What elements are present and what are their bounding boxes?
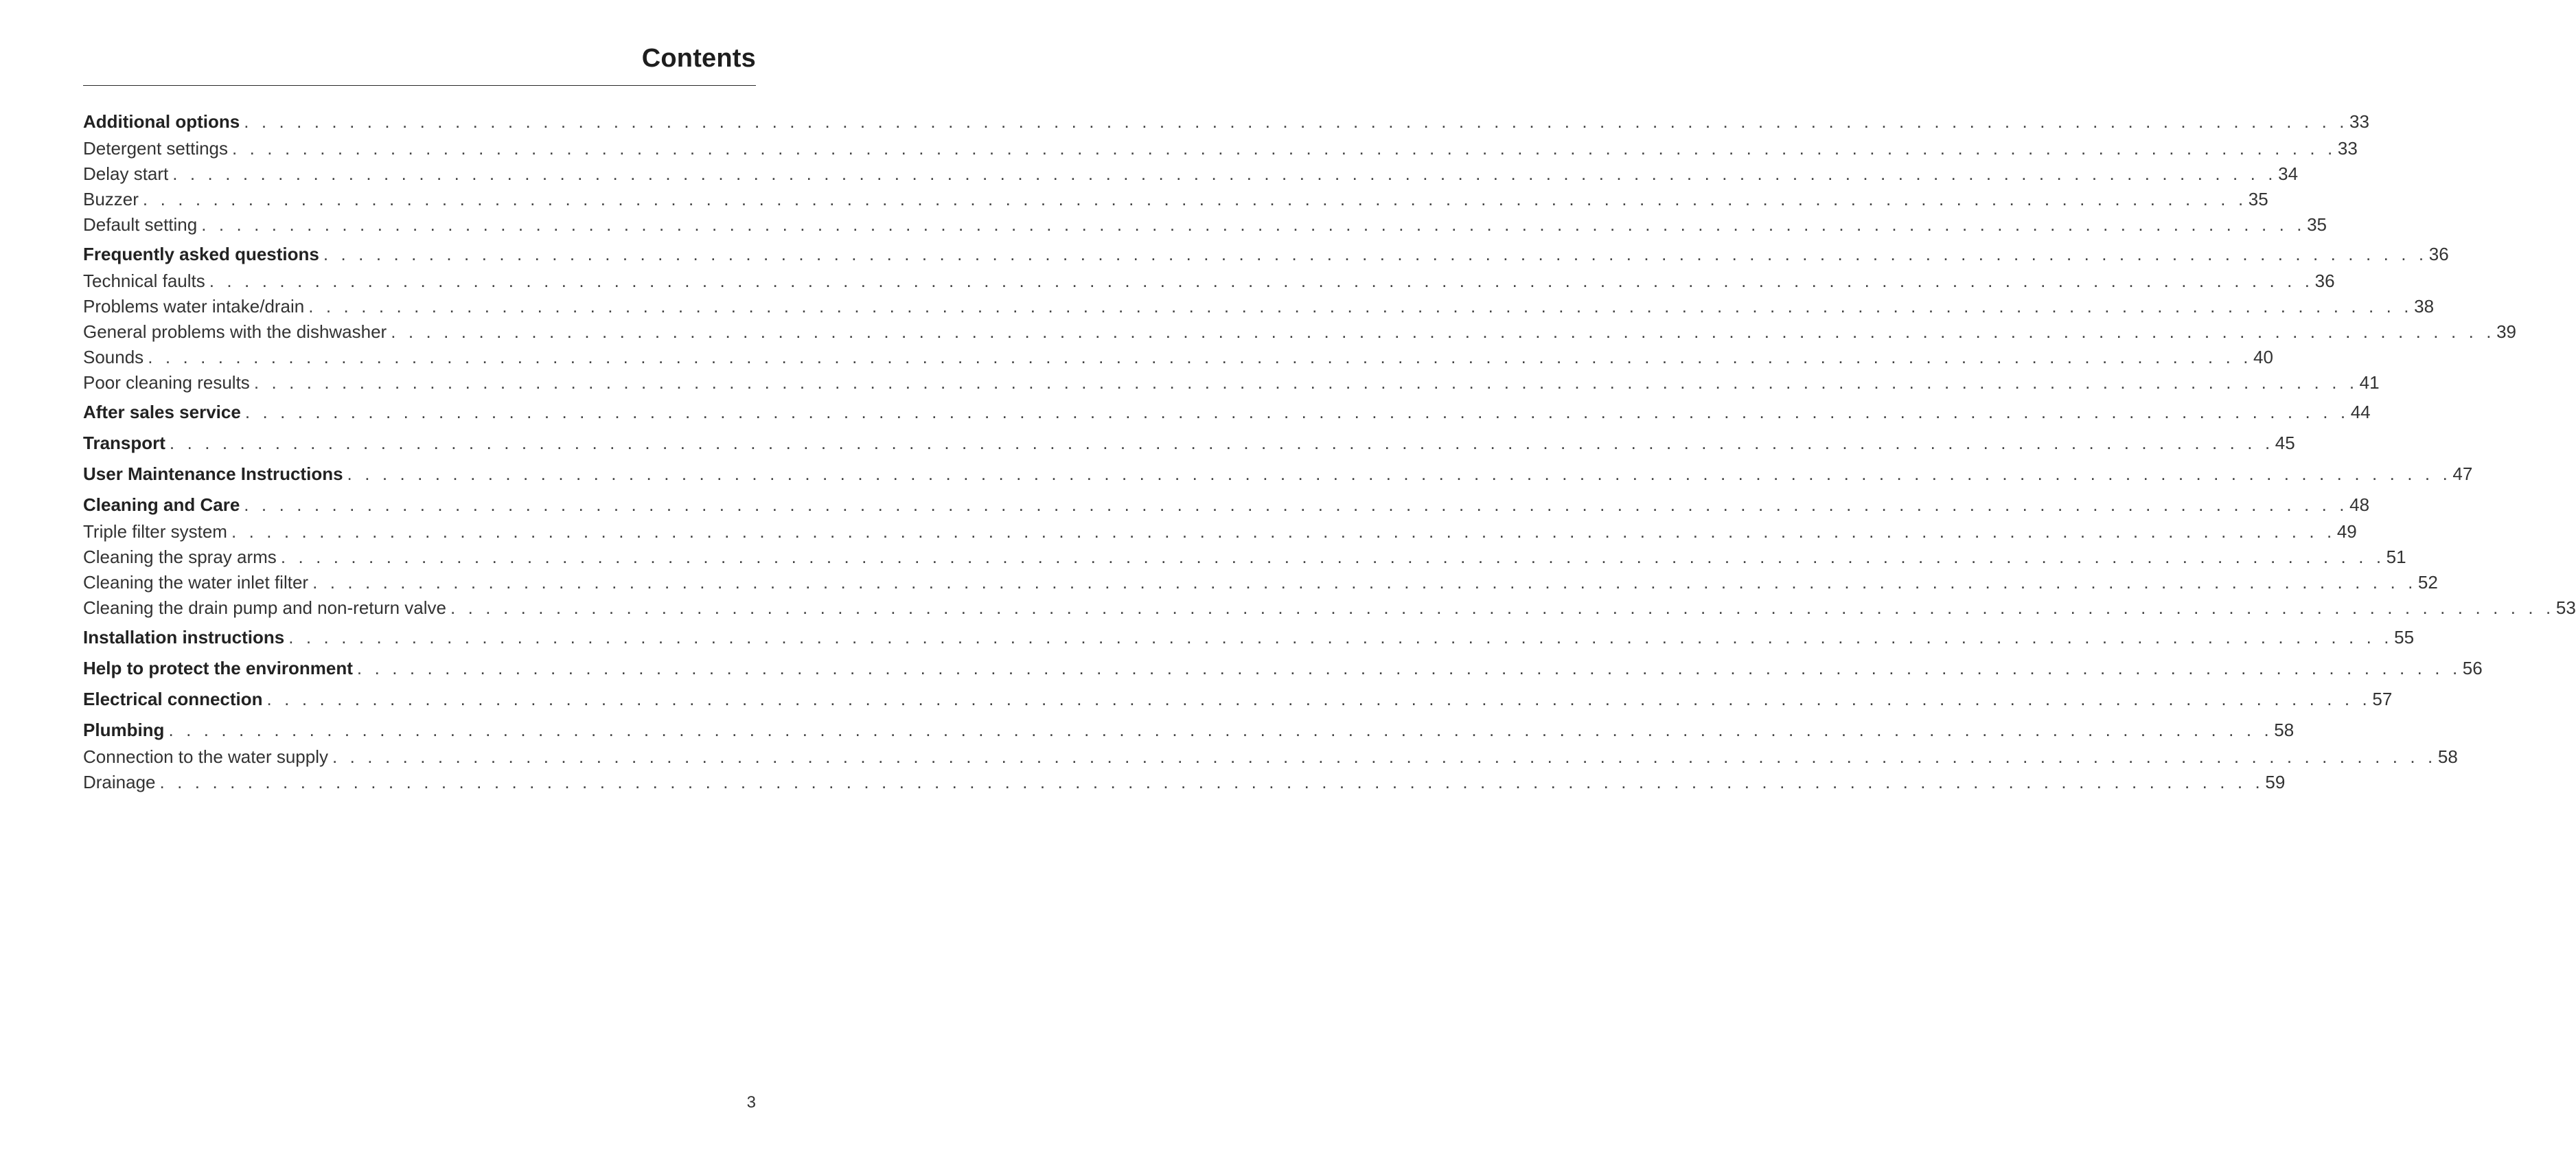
toc-entry-title: Connection to the water supply bbox=[83, 746, 328, 767]
toc-entry-title: Additional options bbox=[83, 111, 240, 132]
toc-entry-title: Detergent settings bbox=[83, 138, 229, 159]
toc-entry-page: 45 bbox=[2275, 433, 2295, 453]
toc-section-entry bbox=[83, 683, 2393, 713]
dot-leader: . . . . . . . . . . . . . . . . . . . . . . . . . . . . . . . . . . . . . . . . . . . . . . . . . . . . . . . . . . . . . . . . . . . . . . . . . . . . . . . . . . . . . . . . . . . . . . . . . . . . . . . . . . . . . . . . . . . . . . . . bbox=[244, 402, 2349, 422]
dot-leader: . . . . . . . . . . . . . . . . . . . . . . . . . . . . . . . . . . . . . . . . . . . . . . . . . . . . . . . . . . . . . . . . . . . . . . . . . . . . . . . . . . . . . . . . . . . . . . . . . . . . . . . . . . . . . . . . . . . . . . . . bbox=[288, 627, 2393, 648]
page-header bbox=[83, 40, 756, 86]
dot-leader: . . . . . . . . . . . . . . . . . . . . . . . . . . . . . . . . . . . . . . . . . . . . . . . . . . . . . . . . . . . . . . . . . . . . . . . . . . . . . . . . . . . . . . . . . . . . . . . . . . . . . . . . . . . . . . . . . . . . . . . . bbox=[253, 372, 2358, 393]
toc-entry-title: User Maintenance Instructions bbox=[83, 463, 343, 484]
dot-leader: . . . . . . . . . . . . . . . . . . . . . . . . . . . . . . . . . . . . . . . . . . . . . . . . . . . . . . . . . . . . . . . . . . . . . . . . . . . . . . . . . . . . . . . . . . . . . . . . . . . . . . . . . . . . . . . . . . . . . . . . bbox=[201, 214, 2306, 235]
toc-entry-page: 52 bbox=[2417, 572, 2438, 593]
toc-entry-page: 56 bbox=[2462, 658, 2483, 678]
toc-section-entry bbox=[83, 457, 2473, 488]
table-of-contents bbox=[83, 108, 2576, 795]
dot-leader: . . . . . . . . . . . . . . . . . . . . . . . . . . . . . . . . . . . . . . . . . . . . . . . . . . . . . . . . . . . . . . . . . . . . . . . . . . . . . . . . . . . . . . . . . . . . . . . . . . . . . . . . . . . . . . . . . . . . . . . . bbox=[450, 597, 2555, 618]
toc-entry-title: Cleaning the drain pump and non-return valve bbox=[83, 597, 447, 618]
toc-entry-page: 36 bbox=[2428, 244, 2449, 264]
toc-subsection-entry bbox=[83, 770, 2286, 795]
dot-leader: . . . . . . . . . . . . . . . . . . . . . . . . . . . . . . . . . . . . . . . . . . . . . . . . . . . . . . . . . . . . . . . . . . . . . . . . . . . . . . . . . . . . . . . . . . . . . . . . . . . . . . . . . . . . . . . . . . . . . . . . bbox=[308, 296, 2413, 317]
toc-entry-page: 40 bbox=[2253, 347, 2273, 367]
toc-entry-page: 44 bbox=[2350, 402, 2371, 422]
toc-entry-page: 47 bbox=[2452, 463, 2473, 484]
toc-entry-page: 35 bbox=[2307, 214, 2327, 235]
toc-entry-title: Drainage bbox=[83, 772, 156, 792]
toc-entry-title: Triple filter system bbox=[83, 521, 227, 542]
dot-leader: . . . . . . . . . . . . . . . . . . . . . . . . . . . . . . . . . . . . . . . . . . . . . . . . . . . . . . . . . . . . . . . . . . . . . . . . . . . . . . . . . . . . . . . . . . . . . . . . . . . . . . . . . . . . . . . . . . . . . . . . bbox=[209, 271, 2314, 291]
toc-section-entry bbox=[83, 238, 2449, 268]
toc-subsection-entry bbox=[83, 519, 2357, 545]
toc-entry-title: Cleaning the spray arms bbox=[83, 547, 277, 567]
toc-entry-page: 55 bbox=[2394, 627, 2415, 648]
toc-entry-page: 49 bbox=[2336, 521, 2357, 542]
dot-leader: . . . . . . . . . . . . . . . . . . . . . . . . . . . . . . . . . . . . . . . . . . . . . . . . . . . . . . . . . . . . . . . . . . . . . . . . . . . . . . . . . . . . . . . . . . . . . . . . . . . . . . . . . . . . . . . . . . . . . . . . bbox=[172, 163, 2277, 184]
toc-entry-page: 33 bbox=[2349, 111, 2369, 132]
toc-subsection-entry bbox=[83, 212, 2327, 238]
page-number: 3 bbox=[746, 1093, 756, 1112]
toc-section-entry bbox=[83, 621, 2415, 652]
toc-entry-page: 48 bbox=[2349, 494, 2370, 515]
page-title: Contents bbox=[641, 44, 756, 73]
toc-entry-title: Help to protect the environment bbox=[83, 658, 353, 678]
toc-entry-title: Poor cleaning results bbox=[83, 372, 250, 393]
toc-section-entry bbox=[83, 713, 2295, 744]
toc-entry-title: Transport bbox=[83, 433, 165, 453]
toc-entry-title: Cleaning and Care bbox=[83, 494, 240, 515]
toc-entry-page: 58 bbox=[2274, 720, 2295, 740]
toc-subsection-entry bbox=[83, 319, 2516, 345]
toc-section-entry bbox=[83, 108, 2369, 136]
toc-entry-title: Delay start bbox=[83, 163, 169, 184]
toc-entry-title: Frequently asked questions bbox=[83, 244, 319, 264]
toc-subsection-entry bbox=[83, 570, 2438, 595]
toc-entry-page: 39 bbox=[2496, 321, 2516, 342]
toc-entry-page: 35 bbox=[2248, 189, 2268, 209]
dot-leader: . . . . . . . . . . . . . . . . . . . . . . . . . . . . . . . . . . . . . . . . . . . . . . . . . . . . . . . . . . . . . . . . . . . . . . . . . . . . . . . . . . . . . . . . . . . . . . . . . . . . . . . . . . . . . . . . . . . . . . . . bbox=[332, 746, 2437, 767]
toc-section-entry bbox=[83, 426, 2295, 457]
toc-entry-page: 38 bbox=[2414, 296, 2435, 317]
dot-leader: . . . . . . . . . . . . . . . . . . . . . . . . . . . . . . . . . . . . . . . . . . . . . . . . . . . . . . . . . . . . . . . . . . . . . . . . . . . . . . . . . . . . . . . . . . . . . . . . . . . . . . . . . . . . . . . . . . . . . . . . bbox=[169, 433, 2274, 453]
toc-entry-page: 51 bbox=[2386, 547, 2406, 567]
toc-entry-page: 34 bbox=[2278, 163, 2299, 184]
toc-entry-title: General problems with the dishwasher bbox=[83, 321, 387, 342]
dot-leader: . . . . . . . . . . . . . . . . . . . . . . . . . . . . . . . . . . . . . . . . . . . . . . . . . . . . . . . . . . . . . . . . . . . . . . . . . . . . . . . . . . . . . . . . . . . . . . . . . . . . . . . . . . . . . . . . . . . . . . . . bbox=[323, 244, 2428, 264]
toc-subsection-entry bbox=[83, 595, 2576, 621]
dot-leader: . . . . . . . . . . . . . . . . . . . . . . . . . . . . . . . . . . . . . . . . . . . . . . . . . . . . . . . . . . . . . . . . . . . . . . . . . . . . . . . . . . . . . . . . . . . . . . . . . . . . . . . . . . . . . . . . . . . . . . . . bbox=[244, 111, 2349, 132]
dot-leader: . . . . . . . . . . . . . . . . . . . . . . . . . . . . . . . . . . . . . . . . . . . . . . . . . . . . . . . . . . . . . . . . . . . . . . . . . . . . . . . . . . . . . . . . . . . . . . . . . . . . . . . . . . . . . . . . . . . . . . . . bbox=[244, 494, 2349, 515]
toc-subsection-entry bbox=[83, 268, 2335, 294]
dot-leader: . . . . . . . . . . . . . . . . . . . . . . . . . . . . . . . . . . . . . . . . . . . . . . . . . . . . . . . . . . . . . . . . . . . . . . . . . . . . . . . . . . . . . . . . . . . . . . . . . . . . . . . . . . . . . . . . . . . . . . . . bbox=[232, 138, 2336, 159]
toc-entry-page: 36 bbox=[2314, 271, 2335, 291]
toc-section-entry bbox=[83, 488, 2370, 519]
toc-entry-page: 53 bbox=[2555, 597, 2576, 618]
toc-entry-title: Sounds bbox=[83, 347, 144, 367]
dot-leader: . . . . . . . . . . . . . . . . . . . . . . . . . . . . . . . . . . . . . . . . . . . . . . . . . . . . . . . . . . . . . . . . . . . . . . . . . . . . . . . . . . . . . . . . . . . . . . . . . . . . . . . . . . . . . . . . . . . . . . . . bbox=[347, 463, 2452, 484]
dot-leader: . . . . . . . . . . . . . . . . . . . . . . . . . . . . . . . . . . . . . . . . . . . . . . . . . . . . . . . . . . . . . . . . . . . . . . . . . . . . . . . . . . . . . . . . . . . . . . . . . . . . . . . . . . . . . . . . . . . . . . . . bbox=[142, 189, 2247, 209]
toc-entry-page: 33 bbox=[2337, 138, 2358, 159]
toc-entry-page: 57 bbox=[2372, 689, 2393, 709]
toc-subsection-entry bbox=[83, 345, 2273, 370]
toc-subsection-entry bbox=[83, 294, 2435, 319]
toc-subsection-entry bbox=[83, 744, 2458, 770]
toc-entry-title: Default setting bbox=[83, 214, 198, 235]
dot-leader: . . . . . . . . . . . . . . . . . . . . . . . . . . . . . . . . . . . . . . . . . . . . . . . . . . . . . . . . . . . . . . . . . . . . . . . . . . . . . . . . . . . . . . . . . . . . . . . . . . . . . . . . . . . . . . . . . . . . . . . . bbox=[391, 321, 2496, 342]
dot-leader: . . . . . . . . . . . . . . . . . . . . . . . . . . . . . . . . . . . . . . . . . . . . . . . . . . . . . . . . . . . . . . . . . . . . . . . . . . . . . . . . . . . . . . . . . . . . . . . . . . . . . . . . . . . . . . . . . . . . . . . . bbox=[148, 347, 2253, 367]
toc-entry-title: Electrical connection bbox=[83, 689, 263, 709]
toc-entry-title: Plumbing bbox=[83, 720, 165, 740]
toc-section-entry bbox=[83, 396, 2371, 426]
toc-entry-title: Technical faults bbox=[83, 271, 205, 291]
toc-entry-page: 58 bbox=[2437, 746, 2458, 767]
toc-entry-page: 59 bbox=[2265, 772, 2286, 792]
toc-entry-title: Cleaning the water inlet filter bbox=[83, 572, 309, 593]
toc-section-entry bbox=[83, 652, 2483, 683]
dot-leader: . . . . . . . . . . . . . . . . . . . . . . . . . . . . . . . . . . . . . . . . . . . . . . . . . . . . . . . . . . . . . . . . . . . . . . . . . . . . . . . . . . . . . . . . . . . . . . . . . . . . . . . . . . . . . . . . . . . . . . . . bbox=[356, 658, 2461, 678]
toc-entry-title: After sales service bbox=[83, 402, 241, 422]
dot-leader: . . . . . . . . . . . . . . . . . . . . . . . . . . . . . . . . . . . . . . . . . . . . . . . . . . . . . . . . . . . . . . . . . . . . . . . . . . . . . . . . . . . . . . . . . . . . . . . . . . . . . . . . . . . . . . . . . . . . . . . . bbox=[280, 547, 2385, 567]
dot-leader: . . . . . . . . . . . . . . . . . . . . . . . . . . . . . . . . . . . . . . . . . . . . . . . . . . . . . . . . . . . . . . . . . . . . . . . . . . . . . . . . . . . . . . . . . . . . . . . . . . . . . . . . . . . . . . . . . . . . . . . . bbox=[312, 572, 2417, 593]
toc-subsection-entry bbox=[83, 161, 2299, 187]
dot-leader: . . . . . . . . . . . . . . . . . . . . . . . . . . . . . . . . . . . . . . . . . . . . . . . . . . . . . . . . . . . . . . . . . . . . . . . . . . . . . . . . . . . . . . . . . . . . . . . . . . . . . . . . . . . . . . . . . . . . . . . . bbox=[168, 720, 2273, 740]
toc-entry-page: 41 bbox=[2359, 372, 2380, 393]
toc-entry-title: Problems water intake/drain bbox=[83, 296, 305, 317]
toc-subsection-entry bbox=[83, 370, 2380, 396]
toc-entry-title: Installation instructions bbox=[83, 627, 285, 648]
toc-entry-title: Buzzer bbox=[83, 189, 139, 209]
toc-subsection-entry bbox=[83, 187, 2268, 212]
toc-subsection-entry bbox=[83, 136, 2358, 161]
toc-subsection-entry bbox=[83, 545, 2406, 570]
dot-leader: . . . . . . . . . . . . . . . . . . . . . . . . . . . . . . . . . . . . . . . . . . . . . . . . . . . . . . . . . . . . . . . . . . . . . . . . . . . . . . . . . . . . . . . . . . . . . . . . . . . . . . . . . . . . . . . . . . . . . . . . bbox=[266, 689, 2371, 709]
dot-leader: . . . . . . . . . . . . . . . . . . . . . . . . . . . . . . . . . . . . . . . . . . . . . . . . . . . . . . . . . . . . . . . . . . . . . . . . . . . . . . . . . . . . . . . . . . . . . . . . . . . . . . . . . . . . . . . . . . . . . . . . bbox=[159, 772, 2264, 792]
dot-leader: . . . . . . . . . . . . . . . . . . . . . . . . . . . . . . . . . . . . . . . . . . . . . . . . . . . . . . . . . . . . . . . . . . . . . . . . . . . . . . . . . . . . . . . . . . . . . . . . . . . . . . . . . . . . . . . . . . . . . . . . bbox=[231, 521, 2336, 542]
